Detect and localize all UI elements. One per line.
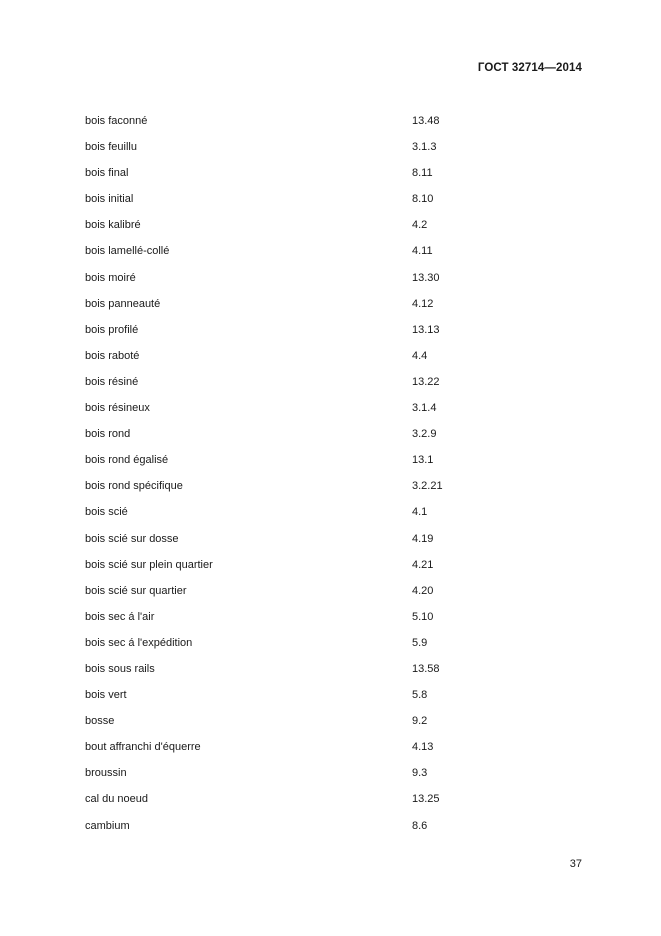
index-term: bois panneauté	[85, 297, 161, 310]
index-row	[85, 192, 545, 218]
index-term: cambium	[85, 819, 130, 832]
index-reference: 13.1	[412, 454, 434, 467]
index-row	[85, 140, 545, 166]
index-row	[85, 218, 545, 244]
index-row	[85, 114, 545, 140]
index-reference: 13.30	[412, 271, 440, 284]
index-row	[85, 714, 545, 740]
index-term: bois feuillu	[85, 141, 137, 154]
index-row	[85, 244, 545, 270]
document-header: ГОСТ 32714—2014	[477, 62, 582, 74]
index-term: broussin	[85, 767, 127, 780]
index-reference: 4.21	[412, 558, 434, 571]
index-reference: 5.8	[412, 689, 428, 702]
index-term: bois résineux	[85, 402, 150, 415]
index-row	[85, 453, 545, 479]
term-index-list	[85, 114, 545, 845]
index-term: bout affranchi d'équerre	[85, 741, 201, 754]
index-reference: 3.1.4	[412, 402, 437, 415]
index-reference: 5.10	[412, 610, 434, 623]
index-reference: 4.13	[412, 741, 434, 754]
index-term: bois rond spécifique	[85, 480, 183, 493]
index-row	[85, 819, 545, 845]
index-reference: 3.2.9	[412, 428, 437, 441]
index-term: bois sec á l'expédition	[85, 636, 193, 649]
index-reference: 13.25	[412, 793, 440, 806]
index-term: bois résiné	[85, 375, 139, 388]
index-row	[85, 375, 545, 401]
index-row	[85, 766, 545, 792]
index-row	[85, 532, 545, 558]
index-term: bois scié	[85, 506, 128, 519]
index-reference: 4.20	[412, 584, 434, 597]
page-number: 37	[569, 858, 582, 870]
index-term: cal du noeud	[85, 793, 148, 806]
index-reference: 5.9	[412, 636, 428, 649]
index-reference: 8.10	[412, 193, 434, 206]
index-reference: 9.3	[412, 767, 428, 780]
index-row	[85, 558, 545, 584]
index-row	[85, 688, 545, 714]
index-term: bois vert	[85, 689, 127, 702]
index-reference: 13.58	[412, 662, 440, 675]
index-reference: 4.2	[412, 219, 428, 232]
index-row	[85, 505, 545, 531]
index-row	[85, 297, 545, 323]
index-reference: 3.1.3	[412, 141, 437, 154]
index-row	[85, 349, 545, 375]
index-row	[85, 427, 545, 453]
index-row	[85, 323, 545, 349]
index-reference: 8.11	[412, 167, 433, 180]
index-row	[85, 584, 545, 610]
index-term: bois final	[85, 167, 129, 180]
index-term: bois kalibré	[85, 219, 141, 232]
index-reference: 4.11	[412, 245, 433, 258]
index-term: bois sec á l'air	[85, 610, 155, 623]
index-reference: 3.2.21	[412, 480, 443, 493]
index-reference: 4.12	[412, 297, 434, 310]
index-term: bois lamellé-collé	[85, 245, 170, 258]
index-row	[85, 479, 545, 505]
index-reference: 13.22	[412, 375, 440, 388]
index-reference: 13.13	[412, 323, 440, 336]
index-term: bois raboté	[85, 349, 140, 362]
index-term: bois initial	[85, 193, 134, 206]
index-reference: 4.19	[412, 532, 434, 545]
index-reference: 4.4	[412, 349, 428, 362]
index-row	[85, 401, 545, 427]
index-term: bois scié sur quartier	[85, 584, 187, 597]
index-reference: 4.1	[412, 506, 428, 519]
index-row	[85, 271, 545, 297]
index-term: bois faconné	[85, 115, 148, 127]
index-row	[85, 792, 545, 818]
index-row	[85, 610, 545, 636]
index-term: bois rond	[85, 428, 131, 441]
index-reference: 13.48	[412, 115, 440, 127]
index-term: bosse	[85, 715, 115, 728]
index-row	[85, 636, 545, 662]
index-row	[85, 740, 545, 766]
index-term: bois profilé	[85, 323, 139, 336]
index-term: bois scié sur plein quartier	[85, 558, 213, 571]
index-row	[85, 662, 545, 688]
index-term: bois sous rails	[85, 662, 155, 675]
index-reference: 9.2	[412, 715, 428, 728]
index-term: bois moiré	[85, 271, 136, 284]
index-term: bois scié sur dosse	[85, 532, 179, 545]
index-term: bois rond égalisé	[85, 454, 169, 467]
index-row	[85, 166, 545, 192]
index-reference: 8.6	[412, 819, 428, 832]
